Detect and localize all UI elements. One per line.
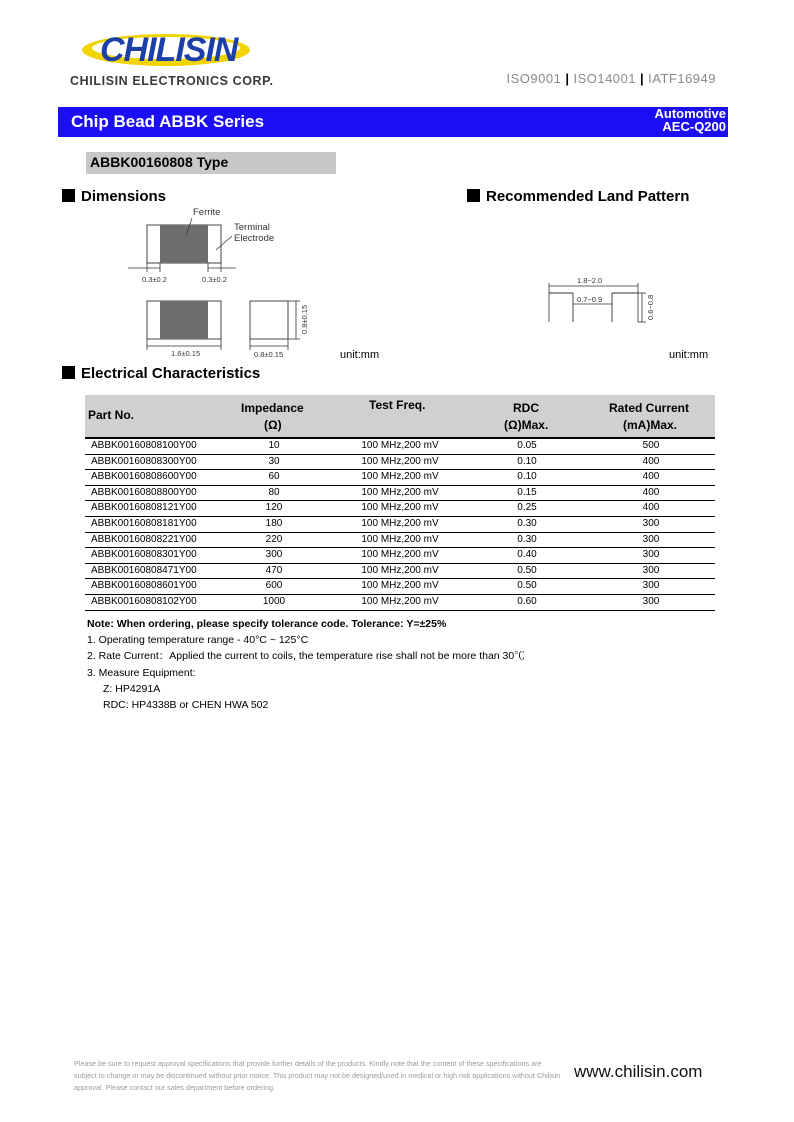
cell-rated-current-text: 300	[642, 595, 660, 607]
cell-rated-current-text: 400	[642, 502, 660, 514]
table-row	[85, 501, 715, 517]
cell-test-freq-text: 100 MHz,200 mV	[361, 533, 439, 545]
cell-rdc-text: 0.05	[517, 440, 537, 451]
note-item-1: 1. Operating temperature range - 40°C ~ 125°C	[87, 634, 309, 647]
logo-text: CHILISIN	[100, 31, 238, 69]
cell-rated-current-text: 300	[642, 564, 660, 576]
table-row	[85, 564, 715, 580]
series-banner	[58, 107, 728, 137]
col-header-freq: Test Freq.	[369, 398, 426, 412]
dimensions-diagram	[120, 200, 320, 360]
dim-length-label: 1.6±0.15	[171, 349, 201, 358]
cell-impedance-text: 120	[265, 502, 283, 514]
dim-width-label: 0.8±0.15	[254, 350, 284, 359]
dimensions-unit: unit:mm	[340, 349, 380, 361]
notes-block	[87, 616, 525, 713]
cell-rdc-text: 0.10	[517, 455, 537, 467]
cell-rated-current-text: 300	[642, 533, 660, 545]
col-header-current-unit: (mA)Max.	[623, 418, 678, 432]
table-row	[85, 455, 715, 471]
land-gap-label: 0.7~0.9	[577, 295, 603, 304]
cell-part-no: ABBK00160808600Y00	[91, 471, 197, 483]
cell-part-no: ABBK00160808301Y00	[91, 549, 197, 561]
type-bar	[86, 152, 336, 174]
cell-impedance-text: 300	[265, 549, 283, 561]
land-height-label: 0.6~0.8	[646, 294, 655, 320]
cell-rated-current-text: 500	[642, 440, 660, 451]
table-row	[85, 470, 715, 486]
table-header	[85, 395, 715, 439]
cell-test-freq-text: 100 MHz,200 mV	[361, 595, 439, 607]
cell-test-freq-text: 100 MHz,200 mV	[361, 440, 439, 451]
col-header-rdc: RDC	[513, 401, 539, 415]
cell-test-freq-text: 100 MHz,200 mV	[361, 564, 439, 576]
cell-rdc-text: 0.10	[517, 471, 537, 483]
land-pattern-heading	[467, 188, 689, 205]
cell-rdc-text: 0.25	[517, 502, 537, 514]
table-row	[85, 579, 715, 595]
cell-rated-current-text: 300	[642, 580, 660, 592]
col-header-impedance-unit: (Ω)	[264, 418, 282, 432]
land-pattern-diagram	[540, 270, 660, 330]
table-row	[85, 533, 715, 549]
cell-part-no: ABBK00160808471Y00	[91, 564, 197, 576]
cell-impedance-text: 80	[268, 486, 280, 498]
col-header-rdc-unit: (Ω)Max.	[504, 418, 549, 432]
cell-impedance-text: 180	[265, 517, 283, 529]
cell-rdc-text: 0.60	[517, 595, 537, 607]
land-pattern-heading-text: Recommended Land Pattern	[486, 188, 690, 205]
cell-test-freq-text: 100 MHz,200 mV	[361, 580, 439, 592]
logo-graphic	[70, 26, 300, 74]
cell-part-no: ABBK00160808601Y00	[91, 580, 197, 592]
note-item-3a: Z: HP4291A	[103, 682, 161, 695]
table-row	[85, 548, 715, 564]
cell-impedance-text: 1000	[262, 595, 286, 607]
cell-rdc-text: 0.50	[517, 580, 537, 592]
type-name: ABBK00160808 Type	[90, 154, 229, 170]
dim-a1-label: 0.3±0.2	[142, 275, 167, 284]
cell-impedance-text: 30	[268, 455, 280, 467]
dimensions-heading-text: Dimensions	[81, 188, 167, 205]
automotive-label: Automotive	[654, 106, 726, 121]
aec-label: AEC-Q200	[662, 119, 726, 134]
automotive-badge	[655, 107, 727, 133]
cell-part-no: ABBK00160808221Y00	[91, 533, 197, 545]
table-row	[85, 439, 715, 455]
table-body	[85, 439, 715, 611]
bullet-square-icon	[467, 189, 480, 202]
cert-iatf16949: IATF16949	[648, 71, 716, 86]
cell-rated-current-text: 300	[642, 517, 660, 529]
certifications	[506, 71, 716, 86]
table-row	[85, 486, 715, 502]
cell-part-no: ABBK00160808300Y00	[91, 455, 197, 467]
cell-test-freq-text: 100 MHz,200 mV	[361, 517, 439, 529]
ferrite-label: Ferrite	[193, 207, 221, 218]
cert-separator: |	[640, 71, 645, 86]
cell-rdc-text: 0.40	[517, 549, 537, 561]
cell-rdc-text: 0.30	[517, 533, 537, 545]
land-pattern-unit: unit:mm	[669, 349, 709, 361]
table-row	[85, 517, 715, 533]
cell-rated-current-text: 400	[642, 455, 660, 467]
chip-front-ferrite	[160, 301, 208, 339]
cell-rdc-text: 0.15	[517, 486, 537, 498]
cert-iso9001: ISO9001	[506, 71, 562, 86]
bullet-square-icon	[62, 189, 75, 202]
cell-impedance-text: 60	[268, 471, 280, 483]
electrical-heading	[62, 365, 260, 382]
series-title: Chip Bead ABBK Series	[71, 112, 265, 131]
electrical-table	[85, 395, 715, 611]
chip-top-ferrite	[160, 225, 208, 263]
cell-part-no: ABBK00160808181Y00	[91, 517, 197, 529]
company-name: CHILISIN ELECTRONICS CORP.	[70, 74, 274, 88]
col-header-current: Rated Current	[609, 401, 690, 415]
electrode-label: Electrode	[234, 233, 275, 244]
chip-side-body	[250, 301, 288, 339]
cell-rdc-text: 0.30	[517, 517, 537, 529]
cell-test-freq-text: 100 MHz,200 mV	[361, 455, 439, 467]
cell-test-freq-text: 100 MHz,200 mV	[361, 502, 439, 514]
cell-test-freq-text: 100 MHz,200 mV	[361, 486, 439, 498]
cell-rdc-text: 0.50	[517, 564, 537, 576]
cert-iso14001: ISO14001	[573, 71, 636, 86]
cell-part-no: ABBK00160808100Y00	[91, 440, 197, 451]
col-header-part: Part No.	[88, 408, 135, 422]
land-overall-label: 1.8~2.0	[577, 276, 603, 285]
dim-height-label: 0.8±0.15	[300, 304, 309, 334]
cell-impedance-text: 470	[265, 564, 283, 576]
bullet-square-icon	[62, 366, 75, 379]
ordering-note: Note: When ordering, please specify tolerance code. Tolerance: Y=±25%	[87, 618, 447, 630]
electrical-heading-text: Electrical Characteristics	[81, 365, 261, 382]
cell-rated-current-text: 400	[642, 471, 660, 483]
cell-part-no: ABBK00160808102Y00	[91, 595, 197, 607]
note-item-3: 3. Measure Equipment:	[87, 666, 196, 679]
cell-test-freq-text: 100 MHz,200 mV	[361, 549, 439, 561]
table-row	[85, 595, 715, 611]
col-header-impedance: Impedance	[241, 401, 304, 415]
cell-part-no: ABBK00160808121Y00	[91, 502, 197, 514]
cell-test-freq-text: 100 MHz,200 mV	[361, 471, 439, 483]
dim-a2-label: 0.3±0.2	[202, 275, 227, 284]
cell-rated-current-text: 300	[642, 549, 660, 561]
cell-rated-current-text: 400	[642, 486, 660, 498]
cell-impedance-text: 220	[265, 533, 283, 545]
website-link[interactable]: www.chilisin.com	[574, 1062, 703, 1081]
cert-separator: |	[565, 71, 570, 86]
cell-part-no: ABBK00160808800Y00	[91, 486, 197, 498]
footer-disclaimer: Please be sure to request approval specifications that provide further details of the products. Kindly note that the content of these specifications are subject to change or may be discontinued without prior notice. This product may not be designed/used in medical or high risk applications without Chilisin approval. Please contact our sales department before ordering.	[74, 1059, 561, 1092]
terminal-label: Terminal	[234, 222, 270, 233]
cell-impedance-text: 10	[268, 440, 280, 451]
note-item-3b: RDC: HP4338B or CHEN HWA 502	[103, 699, 269, 712]
cell-impedance-text: 600	[265, 580, 283, 592]
note-item-2: 2. Rate Current：Applied the current to coils, the temperature rise shall not be more than 30℃	[87, 650, 525, 663]
